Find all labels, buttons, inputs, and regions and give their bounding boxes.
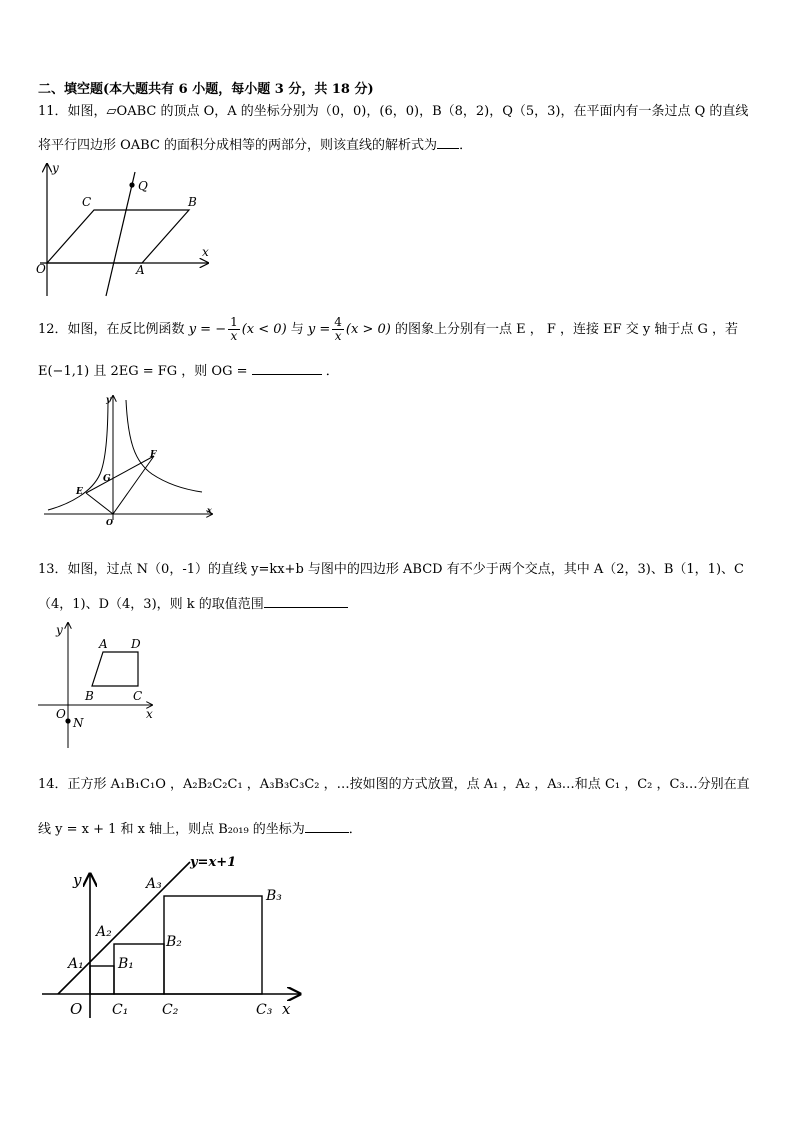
q14-label-a1: A₁: [68, 956, 84, 972]
q13-label-b: B: [85, 689, 94, 703]
q11-label-o: O: [36, 262, 46, 276]
q13-line1: 13．如图，过点 N（0，-1）的直线 y=kx+b 与图中的四边形 ABCD 有不少于两个交点，其中 A（2，3)、B（1，1)、C: [38, 562, 744, 577]
q12-f2-num: 4: [334, 315, 342, 329]
q11-label-a: A: [136, 263, 145, 277]
q11-figure: [32, 160, 222, 300]
q12-answer-blank[interactable]: [252, 360, 322, 375]
q14-label-x: x: [282, 1000, 291, 1018]
q12-f2-lhs: y =: [307, 322, 331, 337]
q14-label-b2: B₂: [166, 934, 182, 950]
q12-figure: [40, 392, 220, 527]
q12-f2-den: x: [334, 329, 342, 343]
q13-quadrilateral: [92, 652, 138, 686]
q12-f2-fraction: [332, 316, 344, 343]
q14-label-y: y: [73, 871, 82, 889]
q14-square-1: [90, 966, 114, 994]
q12-line2-end: ．: [325, 364, 339, 379]
q11-label-q: Q: [138, 179, 148, 193]
q11-point-q: [129, 182, 134, 187]
q11-parallelogram: [47, 210, 189, 263]
q12-label-f: F: [150, 450, 157, 460]
q12-label-e: E: [76, 487, 83, 497]
q13-label-a: A: [99, 637, 108, 651]
q13-label-n: N: [73, 716, 84, 730]
q14-label-o: O: [70, 1000, 83, 1018]
q12-line2: [38, 360, 339, 381]
q12-curve-right: [126, 400, 202, 492]
q13-label-y: y: [56, 623, 63, 637]
q12-segment-of: [113, 456, 154, 514]
q12-f1-fraction: [228, 316, 240, 343]
q11-line2: [38, 134, 472, 155]
q11-label-x: x: [202, 245, 209, 259]
q11-line-through-q: [106, 172, 135, 296]
q14-line1: 14．正方形 A₁B₁C₁O ，A₂B₂C₂C₁ ，A₃B₃C₃C₂ ，…按如图的方式放置，点 A₁ ，A₂ ，A₃…和点 C₁ ，C₂ ，C₃…分别在直: [38, 777, 750, 792]
q14-line2-text: 线 y = x + 1 和 x 轴上，则点 B₂₀₁₉ 的坐标为: [38, 822, 305, 837]
q14-label-c3: C₃: [256, 1002, 273, 1018]
q13-figure: [36, 620, 166, 752]
q13-point-n: [65, 718, 70, 723]
q14-label-a2: A₂: [96, 924, 112, 940]
q12-prefix: 12．如图，在反比例函数: [38, 322, 189, 337]
q14-label-b1: B₁: [118, 956, 134, 972]
q12-segment-ef: [86, 456, 154, 493]
q12-f1-den: x: [230, 329, 238, 343]
q12-f1-num: 1: [230, 315, 238, 329]
q12-label-y: y: [106, 394, 111, 404]
q14-label-c2: C₂: [162, 1002, 179, 1018]
q13-label-d: D: [131, 637, 141, 651]
q12-line2-text: E(−1,1) 且 2EG = FG ，则 OG =: [38, 364, 248, 379]
q14-label-line: y=x+1: [190, 855, 237, 870]
q13-line2-text: （4，1)、D（4，3)，则 k 的取值范围: [38, 597, 264, 612]
q11-line2-end: ．: [459, 138, 473, 153]
q11-label-y: y: [52, 161, 59, 175]
q14-label-b3: B₃: [266, 888, 282, 904]
q12-f1-lhs: y = −: [188, 322, 227, 337]
q11-line2-text: 将平行四边形 OABC 的面积分成相等的两部分，则该直线的解析式为: [38, 138, 438, 153]
q13-label-o: O: [56, 707, 66, 721]
q11-label-c: C: [82, 195, 92, 209]
q14-answer-blank[interactable]: [305, 818, 349, 833]
q12-segment-oe: [86, 493, 113, 514]
q12-f2-cond: (x > 0): [345, 322, 391, 337]
q14-figure: [38, 852, 308, 1024]
q12-line1: [38, 316, 738, 343]
q13-line2: [38, 593, 348, 614]
q14-line2: [38, 818, 362, 839]
q12-mid: 与: [286, 322, 308, 337]
q12-label-o: O: [106, 517, 113, 527]
q12-suffix: 的图象上分别有一点 E ， F ，连接 EF 交 y 轴于点 G ，若: [390, 322, 739, 337]
q12-label-x: x: [207, 505, 212, 515]
q14-label-c1: C₁: [112, 1002, 129, 1018]
q11-answer-blank[interactable]: [437, 134, 459, 149]
q13-label-c: C: [133, 689, 143, 703]
q13-answer-blank[interactable]: [264, 593, 348, 608]
q13-label-x: x: [146, 707, 153, 721]
section-title: 二、填空题(本大题共有 6 小题，每小题 3 分，共 18 分): [38, 82, 374, 97]
q12-f1-cond: (x < 0): [241, 322, 287, 337]
q14-label-a3: A₃: [146, 876, 162, 892]
q14-line2-end: ．: [348, 822, 362, 837]
q11-line1: 11．如图，▱OABC 的顶点 O，A 的坐标分别为（0，0)，(6，0)，B（8，2)，Q（5，3)，在平面内有一条过点 Q 的直线: [38, 104, 749, 119]
q12-label-g: G: [103, 474, 111, 484]
q11-label-b: B: [188, 195, 197, 209]
